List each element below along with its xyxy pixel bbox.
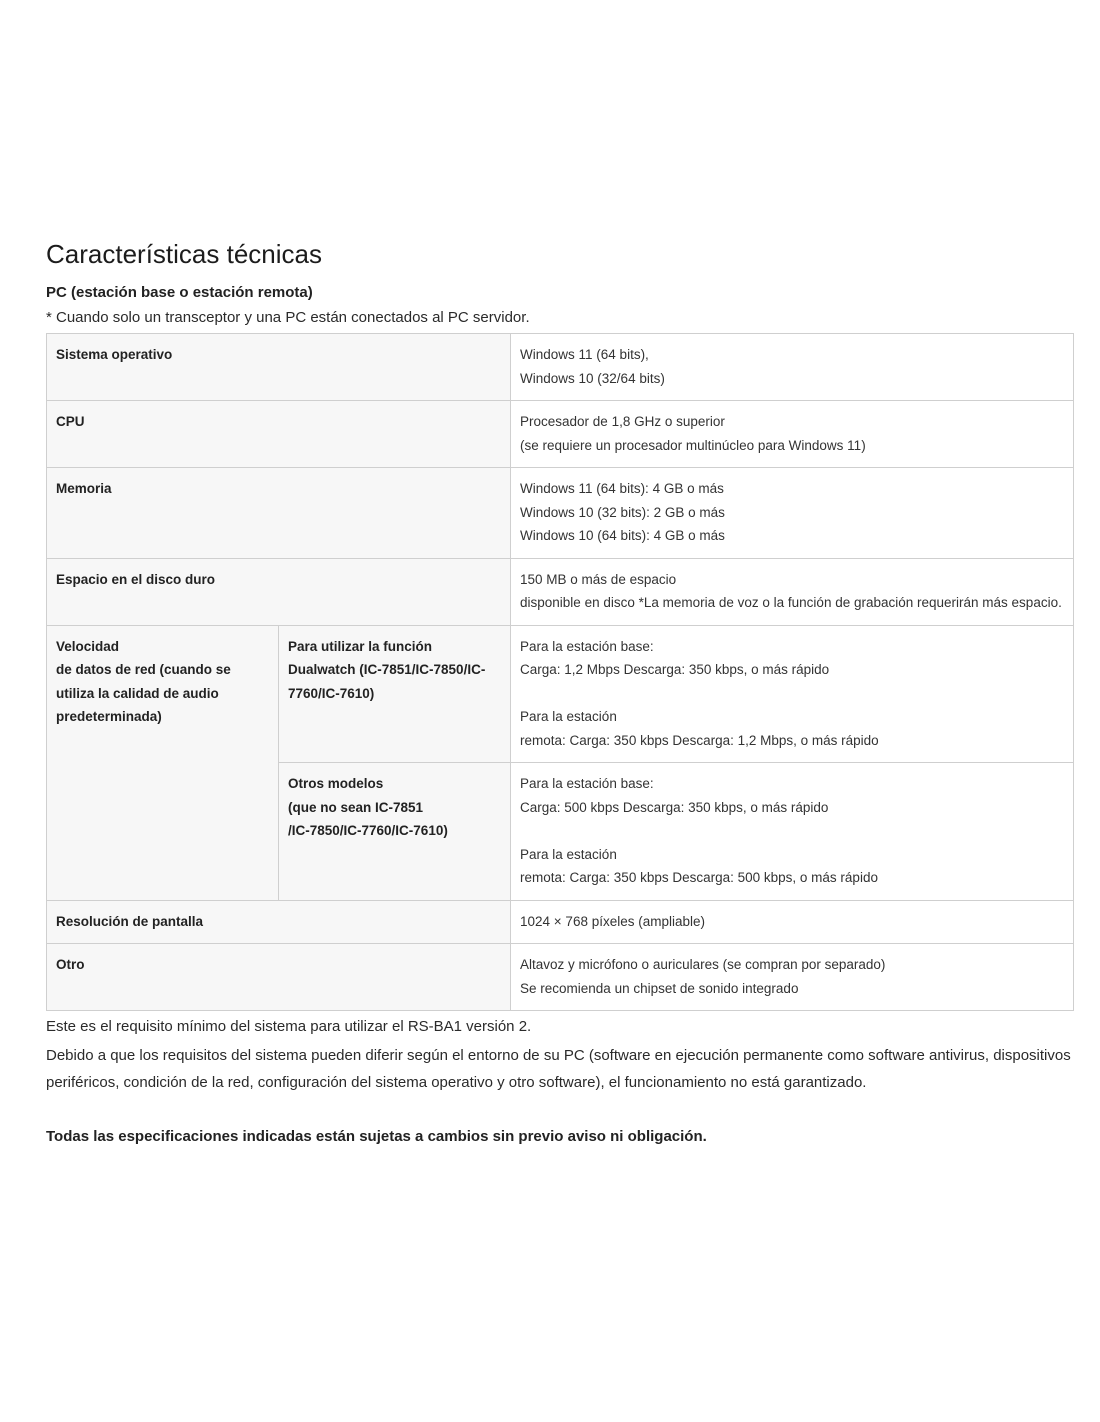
row-label-memory: Memoria <box>47 468 511 559</box>
section-note: * Cuando solo un transceptor y una PC están conectados al PC servidor. <box>46 309 530 326</box>
value-line: disponible en disco *La memoria de voz o la función de grabación requerirán más espacio. <box>520 595 1062 610</box>
row-value-other <box>511 944 1074 1011</box>
label-line: Para utilizar la función Dualwatch (IC-7851/IC-7850/IC-7760/IC-7610) <box>288 638 486 701</box>
row-value-resolution <box>511 900 1074 944</box>
value-line: Se recomienda un chipset de sonido integrado <box>520 980 799 996</box>
spec-section <box>46 236 1073 1150</box>
minimum-requirement-note: Este es el requisito mínimo del sistema para utilizar el RS-BA1 versión 2. <box>46 1018 532 1035</box>
row-sublabel-dualwatch <box>279 625 511 763</box>
row-value-dualwatch <box>511 625 1074 763</box>
value-line: (se requiere un procesador multinúcleo para Windows 11) <box>520 437 866 453</box>
label-line: /IC-7850/IC-7760/IC-7610) <box>288 823 448 838</box>
value-line: Para la estación <box>520 709 617 724</box>
row-label-other: Otro <box>47 944 511 1011</box>
value-line: Carga: 500 kbps Descarga: 350 kbps, o más rápido <box>520 799 829 815</box>
disclaimer-text: Debido a que los requisitos del sistema pueden diferir según el entorno de su PC (software en ejecución permanente como software antivirus, dispositivos periféricos, condición de la red, configuración del sistema operativo y otro software), el funcionamiento no está garantizado. <box>46 1047 1071 1091</box>
value-line: Para la estación <box>520 846 617 862</box>
table-row-disk <box>47 558 1074 625</box>
label-line: (que no sean IC-7851 <box>288 799 424 815</box>
row-label-disk: Espacio en el disco duro <box>47 558 511 625</box>
section-subtitle: PC (estación base o estación remota) <box>46 284 313 301</box>
row-label-resolution: Resolución de pantalla <box>47 900 511 944</box>
row-value-memory <box>511 468 1074 559</box>
row-value-disk <box>511 558 1074 625</box>
value-line: Para la estación base: <box>520 638 654 654</box>
table-row-other <box>47 944 1074 1011</box>
value-line-blank <box>520 819 1064 843</box>
value-line-blank <box>520 682 1064 706</box>
value-line: 1024 × 768 píxeles (ampliable) <box>520 913 706 929</box>
change-notice: Todas las especificaciones indicadas están sujetas a cambios sin previo aviso ni obligación. <box>46 1128 707 1145</box>
table-row-network-dualwatch <box>47 625 1074 763</box>
table-row-os <box>47 334 1074 401</box>
label-line: Velocidad <box>56 638 120 654</box>
row-value-os <box>511 334 1074 401</box>
value-line: 150 MB o más de espacio <box>520 571 677 587</box>
table-row-memory <box>47 468 1074 559</box>
row-label-network <box>47 625 279 900</box>
row-label-cpu: CPU <box>47 401 511 468</box>
value-line: Windows 11 (64 bits): 4 GB o más <box>520 481 724 496</box>
value-line: Windows 11 (64 bits), <box>520 347 649 362</box>
label-line: de datos de red (cuando se utiliza la calidad de audio predeterminada) <box>56 662 231 724</box>
value-line: remota: Carga: 350 kbps Descarga: 1,2 Mbps, o más rápido <box>520 732 879 748</box>
row-value-others <box>511 763 1074 901</box>
row-value-cpu <box>511 401 1074 468</box>
value-line: Windows 10 (32 bits): 2 GB o más <box>520 504 725 520</box>
value-line: Altavoz y micrófono o auriculares (se compran por separado) <box>520 957 886 972</box>
value-line: Carga: 1,2 Mbps Descarga: 350 kbps, o más rápido <box>520 662 830 677</box>
value-line: remota: Carga: 350 kbps Descarga: 500 kbps, o más rápido <box>520 870 878 885</box>
value-line: Para la estación base: <box>520 776 654 791</box>
value-line: Procesador de 1,8 GHz o superior <box>520 414 725 429</box>
table-row-resolution <box>47 900 1074 944</box>
value-line: Windows 10 (32/64 bits) <box>520 370 665 386</box>
spec-table <box>46 333 1074 1011</box>
value-line: Windows 10 (64 bits): 4 GB o más <box>520 528 725 543</box>
label-line: Otros modelos <box>288 776 384 791</box>
table-row-cpu <box>47 401 1074 468</box>
row-sublabel-others <box>279 763 511 901</box>
page-title: Características técnicas <box>46 239 322 269</box>
row-label-os: Sistema operativo <box>47 334 511 401</box>
